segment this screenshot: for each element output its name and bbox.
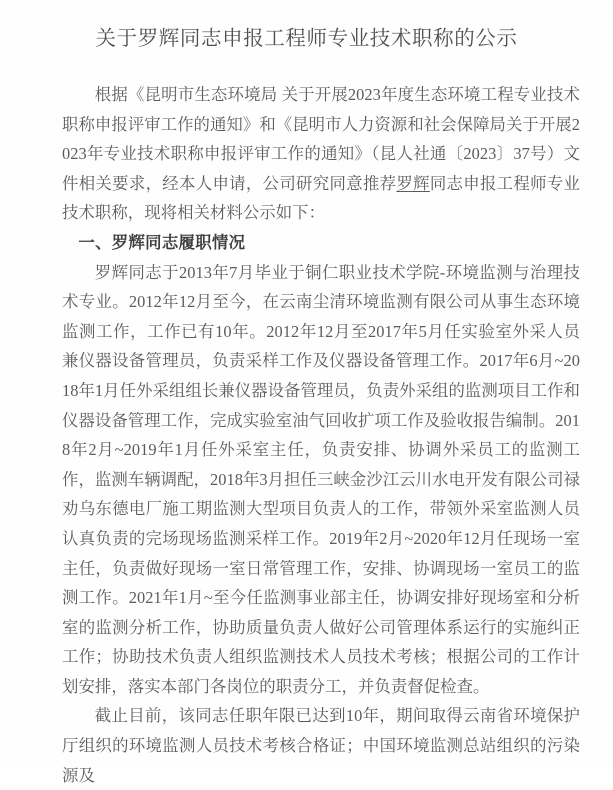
paragraph-duty-history: 罗辉同志于2013年7月毕业于铜仁职业技术学院-环境监测与治理技术专业。2012年12月至今，在云南尘清环境监测有限公司从事生态环境监测工作，工作已有10年。2012年12月至2017年5月任实验室外采人员兼仪器设备管理员，负责采样工作及仪器设备管理工作。2017年6月~2018年1月任外采组组长兼仪器设备管理员，负责外采组的监测项目工作和仪器设备管理工作，完成实验室油气回收扩项工作及验收报告编制。2018年2月~2019年1月任外采室主任，负责安排、协调外采员工的监测工作，监测车辆调配，2018年3月担任三峡金沙江云川水电开发有限公司禄劝乌东德电厂施工期监测大型项目负责人的工作，带领外采室监测人员认真负责的完场现场监测采样工作。2019年2月~2020年12月任现场一室主任，负责做好现场一室日常管理工作，安排、协调现场一室员工的监测工作。2021年1月~至今任监测事业部主任，协调安排好现场室和分析室的监测分析工作，协助质量负责人做好公司管理体系运行的实施纠正工作；协助技术负责人组织监测技术人员技术考核；根据公司的工作计划安排，落实本部门各岗位的职责分工，并负责督促检查。 [62,262,581,696]
paragraph-assessment: 截止目前，该同志任职年限已达到10年，期间取得云南省环境保护厅组织的环境监测人员技术考核合格证；中国环境监测总站组织的污染源及 [62,706,580,785]
paragraph-intro [62,80,580,228]
intro-text-lead: 根据《昆明市生态环境局 关于开展2023年度生态环境工程专业技术职称申报评审工作的通知》和《昆明市人力资源和社会保障局关于开展2023年专业技术职称申报评审工作的通知》（昆人社通〔2023〕37号）文件相关要求，经本人申请，公司研究同意推荐 [62,85,580,193]
intro-text-tail: 同志申报工程师专业技术职称，现将相关材料公示如下： [62,173,580,223]
document-body [0,80,613,790]
applicant-name-underlined: 罗辉 [396,173,430,193]
section-heading-one: 一、罗辉同志履职情况 [78,232,246,252]
page-title: 关于罗辉同志申报工程师专业技术职称的公示 [95,28,518,50]
